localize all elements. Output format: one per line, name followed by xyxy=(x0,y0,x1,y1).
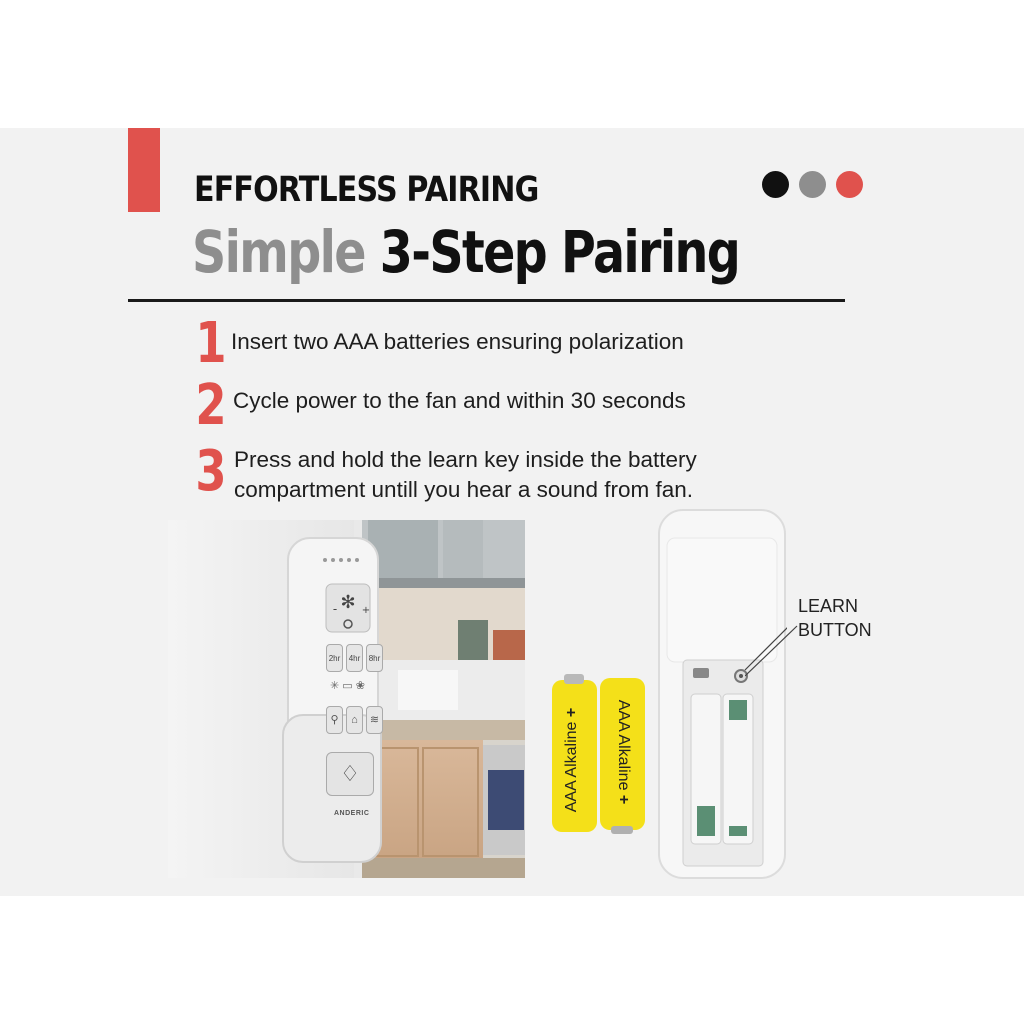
step-text xyxy=(234,445,697,505)
battery-right-text: AAA Alkaline xyxy=(615,699,632,791)
light-button: ♢ xyxy=(326,752,374,796)
mode-buttons xyxy=(326,706,383,734)
battery-left-text: AAA Alkaline xyxy=(563,721,580,813)
remote-photo-illustration xyxy=(168,520,525,878)
step-number: 3 xyxy=(195,439,227,504)
timer-buttons xyxy=(326,644,383,672)
svg-text:+: + xyxy=(361,605,371,616)
battery-right-plus: + xyxy=(615,794,632,805)
step-number: 1 xyxy=(195,311,227,376)
headline-part-dark: 3-Step Pairing xyxy=(379,218,740,286)
accent-bar xyxy=(128,128,160,212)
step-text: Insert two AAA batteries ensuring polarization xyxy=(231,329,684,354)
learn-button-label xyxy=(798,594,872,642)
timer-4hr-button: 4hr xyxy=(346,644,363,672)
headline-part-gray: Simple xyxy=(192,218,365,286)
battery-right-label xyxy=(612,677,632,827)
step-number: 2 xyxy=(195,373,227,438)
step-text: Cycle power to the fan and within 30 seconds xyxy=(233,388,686,413)
dot-black xyxy=(762,171,789,198)
divider xyxy=(128,299,845,302)
battery-left-plus: + xyxy=(563,707,580,718)
step-text-line2: compartment untill you hear a sound from fan. xyxy=(234,477,693,502)
remote-on-wall-photo xyxy=(168,520,525,878)
learn-label-line2: BUTTON xyxy=(798,620,872,640)
step-text-line1: Press and hold the learn key inside the battery xyxy=(234,447,697,472)
color-dots xyxy=(762,171,863,198)
timer-2hr-button: 2hr xyxy=(326,644,343,672)
walk-mode-button: ⚲ xyxy=(326,706,343,734)
svg-text:✻: ✻ xyxy=(340,592,356,613)
timer-8hr-button: 8hr xyxy=(366,644,383,672)
learn-label-line1: LEARN xyxy=(798,596,859,616)
home-mode-button: ⌂ xyxy=(346,706,363,734)
learn-pointer-line xyxy=(745,624,805,684)
light-icons-row: ✳ ▭ ❀ xyxy=(330,680,365,692)
svg-text:-: - xyxy=(332,602,338,616)
breeze-mode-button: ≋ xyxy=(366,706,383,734)
remote-brand-logo: ANDERIC xyxy=(334,810,370,817)
kicker-title: EFFORTLESS PAIRING xyxy=(194,170,539,210)
dot-red xyxy=(836,171,863,198)
battery-left-label xyxy=(563,685,583,835)
remote-back-illustration xyxy=(657,508,787,880)
headline xyxy=(192,218,739,286)
dot-gray xyxy=(799,171,826,198)
